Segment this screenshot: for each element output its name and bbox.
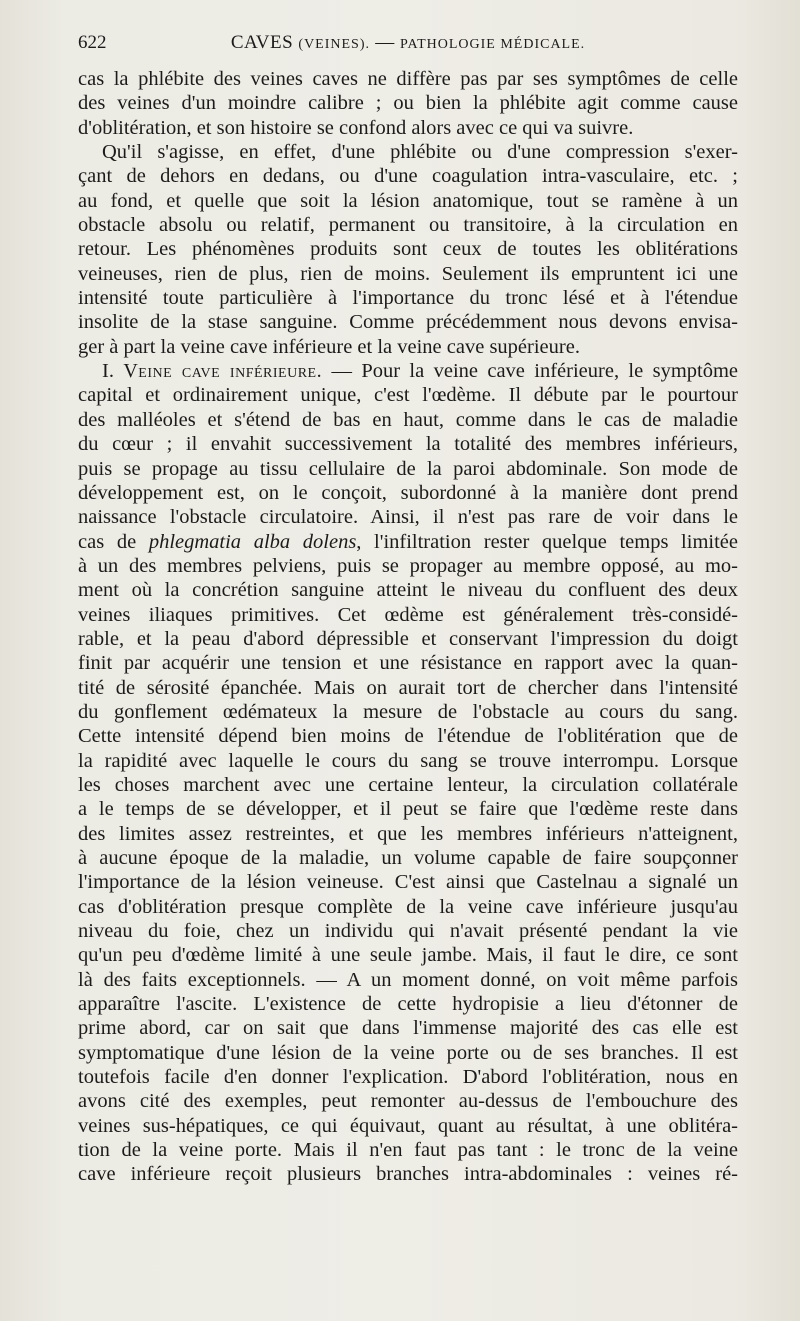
text-line: obstacle absolu ou relatif, permanent ou transitoire, à la circulation en — [78, 214, 738, 237]
text-line: cave inférieure reçoit plusieurs branches intra-abdominales : veines ré- — [78, 1163, 738, 1186]
text-line: les choses marchent avec une certaine lenteur, la circulation collatérale — [78, 773, 738, 796]
text-line: des limites assez restreintes, et que les membres inférieurs n'atteignent, — [78, 822, 738, 845]
text-line: insolite de la stase sanguine. Comme précédemment nous devons envisa- — [78, 311, 738, 334]
text-line: là des faits exceptionnels. — A un moment donné, on voit même parfois — [78, 968, 738, 991]
text-line: veines sus-hépatiques, ce qui équivaut, quant au résultat, à une oblitéra- — [78, 1114, 738, 1137]
text-line: des malléoles et s'étend de bas en haut, comme dans le cas de maladie — [78, 408, 738, 431]
text-line: finit par acquérir une tension et une résistance en rapport avec la quan- — [78, 652, 738, 675]
text-line: veineuses, rien de plus, rien de moins. Seulement ils empruntent ici une — [78, 262, 738, 285]
line-prefix: cas de — [78, 530, 149, 553]
text-line: la rapidité avec laquelle le cours du sang se trouve interrompu. Lorsque — [78, 749, 738, 772]
text-line: naissance l'obstacle circulatoire. Ainsi, il n'est pas rare de voir dans le — [78, 506, 738, 529]
text-line: toutefois facile d'en donner l'explication. D'abord l'oblitération, nous en — [78, 1066, 738, 1089]
text-line: Cette intensité dépend bien moins de l'étendue de l'oblitération que de — [78, 725, 738, 748]
text-line: niveau du foie, chez un individu qui n'avait présenté pendant la vie — [78, 920, 738, 943]
text-line: apparaître l'ascite. L'existence de cette hydropisie a lieu d'étonner de — [78, 993, 738, 1016]
text-line: développement est, on le conçoit, subordonné à la manière dont prend — [78, 481, 738, 504]
running-head-main: CAVES — [230, 32, 294, 53]
running-head-sub: (VEINES). — [298, 37, 371, 52]
line-rest: , l'infiltration rester quelque temps limitée — [356, 530, 738, 553]
text-line: avons cité des exemples, peut remonter au-dessus de l'embouchure des — [78, 1090, 738, 1113]
text-line: des veines d'un moindre calibre ; ou bien la phlébite agit comme cause — [78, 92, 738, 115]
text-line: rable, et la peau d'abord dépressible et conservant l'impression du doigt — [78, 627, 738, 650]
page-number: 622 — [78, 32, 107, 53]
text-line: qu'un peu d'œdème limité à une seule jambe. Mais, il faut le dire, ce sont — [78, 944, 738, 967]
line-prefix: I. — [102, 360, 124, 383]
section-heading: Veine cave inférieure. — [123, 360, 323, 383]
text-line: cas d'oblitération presque complète de la veine cave inférieure jusqu'au — [78, 895, 738, 918]
text-line — [78, 359, 738, 383]
text-line: prime abord, car on sait que dans l'immense majorité des cas elle est — [78, 1017, 738, 1040]
text-line: a le temps de se développer, et il peut se faire que l'œdème reste dans — [78, 798, 738, 821]
text-line: capital et ordinairement unique, c'est l'œdème. Il débute par le pourtour — [78, 384, 738, 407]
text-line: au fond, et quelle que soit la lésion anatomique, tout se ramène à un — [78, 189, 738, 212]
text-line: à un des membres pelviens, puis se propager au membre opposé, au mo- — [78, 554, 738, 577]
text-line: tion de la veine porte. Mais il n'en faut pas tant : le tronc de la veine — [78, 1139, 738, 1162]
text-line: veines iliaques primitives. Cet œdème est généralement très-considé- — [78, 603, 738, 626]
text-line: tité de sérosité épanchée. Mais on aurait tort de chercher dans l'intensité — [78, 676, 738, 699]
running-head-sep: — — [375, 32, 395, 53]
body-text — [78, 67, 738, 1187]
text-line: Qu'il s'agisse, en effet, d'une phlébite ou d'une compression s'exer- — [102, 141, 738, 164]
page-header — [78, 32, 738, 62]
line-rest: — Pour la veine cave inférieure, le symptôme — [322, 360, 738, 383]
text-line: retour. Les phénomènes produits sont ceux de toutes les oblitérations — [78, 238, 738, 261]
text-line: d'oblitération, et son histoire se confond alors avec ce qui va suivre. — [78, 116, 634, 139]
text-line: çant de dehors en dedans, ou d'une coagulation intra-vasculaire, etc. ; — [78, 165, 738, 188]
italic-term: phlegmatia alba dolens — [148, 530, 357, 553]
text-line: à aucune époque de la maladie, un volume capable de faire soupçonner — [78, 847, 738, 869]
running-head — [78, 32, 738, 54]
text-line: intensité toute particulière à l'importance du tronc lésé et à l'étendue — [78, 287, 738, 310]
text-line: puis se propage au tissu cellulaire de la paroi abdominale. Son mode de — [78, 457, 738, 480]
text-line — [78, 530, 738, 554]
text-line: du cœur ; il envahit successivement la totalité des membres inférieurs, — [78, 433, 738, 456]
text-line: ment où la concrétion sanguine atteint le niveau du confluent des deux — [78, 579, 738, 602]
text-line: ger à part la veine cave inférieure et la veine cave supérieure. — [78, 335, 580, 358]
running-head-section: PATHOLOGIE MÉDICALE. — [400, 37, 586, 52]
text-line: symptomatique d'une lésion de la veine porte ou de ses branches. Il est — [78, 1041, 738, 1064]
text-line: l'importance de la lésion veineuse. C'est ainsi que Castelnau a signalé un — [78, 871, 738, 894]
text-line: du gonflement œdémateux la mesure de l'obstacle au cours du sang. — [78, 700, 738, 723]
text-line: cas la phlébite des veines caves ne diffère pas par ses symptômes de celle — [78, 68, 738, 90]
